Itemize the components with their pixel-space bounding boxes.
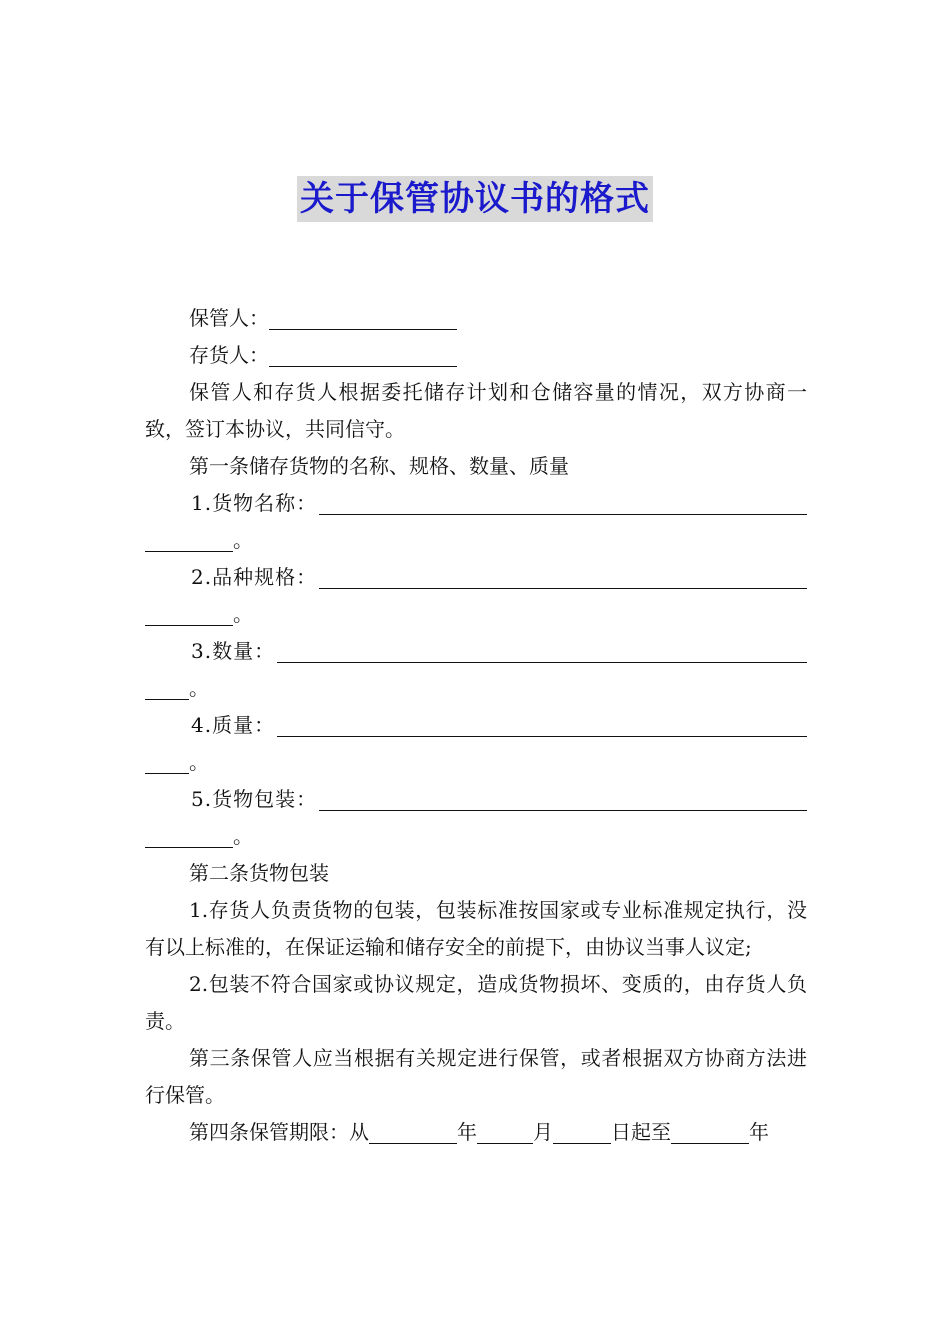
article2-heading: 第二条货物包装 xyxy=(189,861,329,885)
depositor-line xyxy=(145,337,807,374)
item-label: 3.数量： xyxy=(191,639,276,663)
item-quality xyxy=(145,707,807,744)
item-goods-name xyxy=(145,485,807,522)
title-container xyxy=(0,176,950,222)
month-label: 月 xyxy=(533,1120,553,1144)
item-quantity xyxy=(145,633,807,670)
item-blank-continued[interactable] xyxy=(145,673,189,700)
keeper-line xyxy=(145,300,807,337)
item-blank-continued[interactable] xyxy=(145,599,233,626)
depositor-label: 存货人： xyxy=(189,343,269,367)
item-continuation xyxy=(145,744,807,781)
item-end: 。 xyxy=(189,750,209,774)
depositor-blank[interactable] xyxy=(269,340,457,367)
item-continuation xyxy=(145,818,807,855)
item-end: 。 xyxy=(233,602,253,626)
item-blank-continued[interactable] xyxy=(145,821,233,848)
item-blank[interactable] xyxy=(277,710,807,737)
item-label: 2.品种规格： xyxy=(191,565,318,589)
item-label: 1.货物名称： xyxy=(191,491,318,515)
item-blank-continued[interactable] xyxy=(145,747,189,774)
article4-line xyxy=(145,1114,807,1151)
item-blank[interactable] xyxy=(319,562,807,589)
item-packaging xyxy=(145,781,807,818)
year-label: 年 xyxy=(457,1120,477,1144)
intro-paragraph: 保管人和存货人根据委托储存计划和仓储容量的情况，双方协商一致，签订本协议，共同信守。 xyxy=(145,380,807,441)
item-end: 。 xyxy=(233,824,253,848)
day-to-label: 日起至 xyxy=(611,1120,671,1144)
item-blank[interactable] xyxy=(319,488,807,515)
article3-paragraph: 第三条保管人应当根据有关规定进行保管，或者根据双方协商方法进行保管。 xyxy=(145,1046,807,1107)
start-month-blank[interactable] xyxy=(477,1117,533,1144)
document-title: 关于保管协议书的格式 xyxy=(297,176,653,222)
end-year-blank[interactable] xyxy=(671,1117,749,1144)
article2-heading-line xyxy=(145,855,807,892)
item-variety-spec xyxy=(145,559,807,596)
article2-paragraph-1: 1.存货人负责货物的包装，包装标准按国家或专业标准规定执行，没有以上标准的，在保证运输和储存安全的前提下，由协议当事人议定; xyxy=(145,898,807,959)
item-blank[interactable] xyxy=(277,636,807,663)
item-continuation xyxy=(145,670,807,707)
end-year-label: 年 xyxy=(749,1120,769,1144)
item-label: 5.货物包装： xyxy=(191,787,318,811)
item-end: 。 xyxy=(189,676,209,700)
document-body xyxy=(145,300,807,1151)
item-continuation xyxy=(145,596,807,633)
start-year-blank[interactable] xyxy=(369,1117,457,1144)
item-blank-continued[interactable] xyxy=(145,525,233,552)
article4-prefix: 第四条保管期限：从 xyxy=(189,1120,369,1144)
article1-heading-line xyxy=(145,448,807,485)
item-blank[interactable] xyxy=(319,784,807,811)
start-day-blank[interactable] xyxy=(553,1117,611,1144)
item-label: 4.质量： xyxy=(191,713,276,737)
article2-paragraph-2: 2.包装不符合国家或协议规定，造成货物损坏、变质的，由存货人负责。 xyxy=(145,972,807,1033)
item-end: 。 xyxy=(233,528,253,552)
keeper-label: 保管人： xyxy=(189,306,269,330)
article1-heading: 第一条储存货物的名称、规格、数量、质量 xyxy=(189,454,569,478)
item-continuation xyxy=(145,522,807,559)
keeper-blank[interactable] xyxy=(269,303,457,330)
